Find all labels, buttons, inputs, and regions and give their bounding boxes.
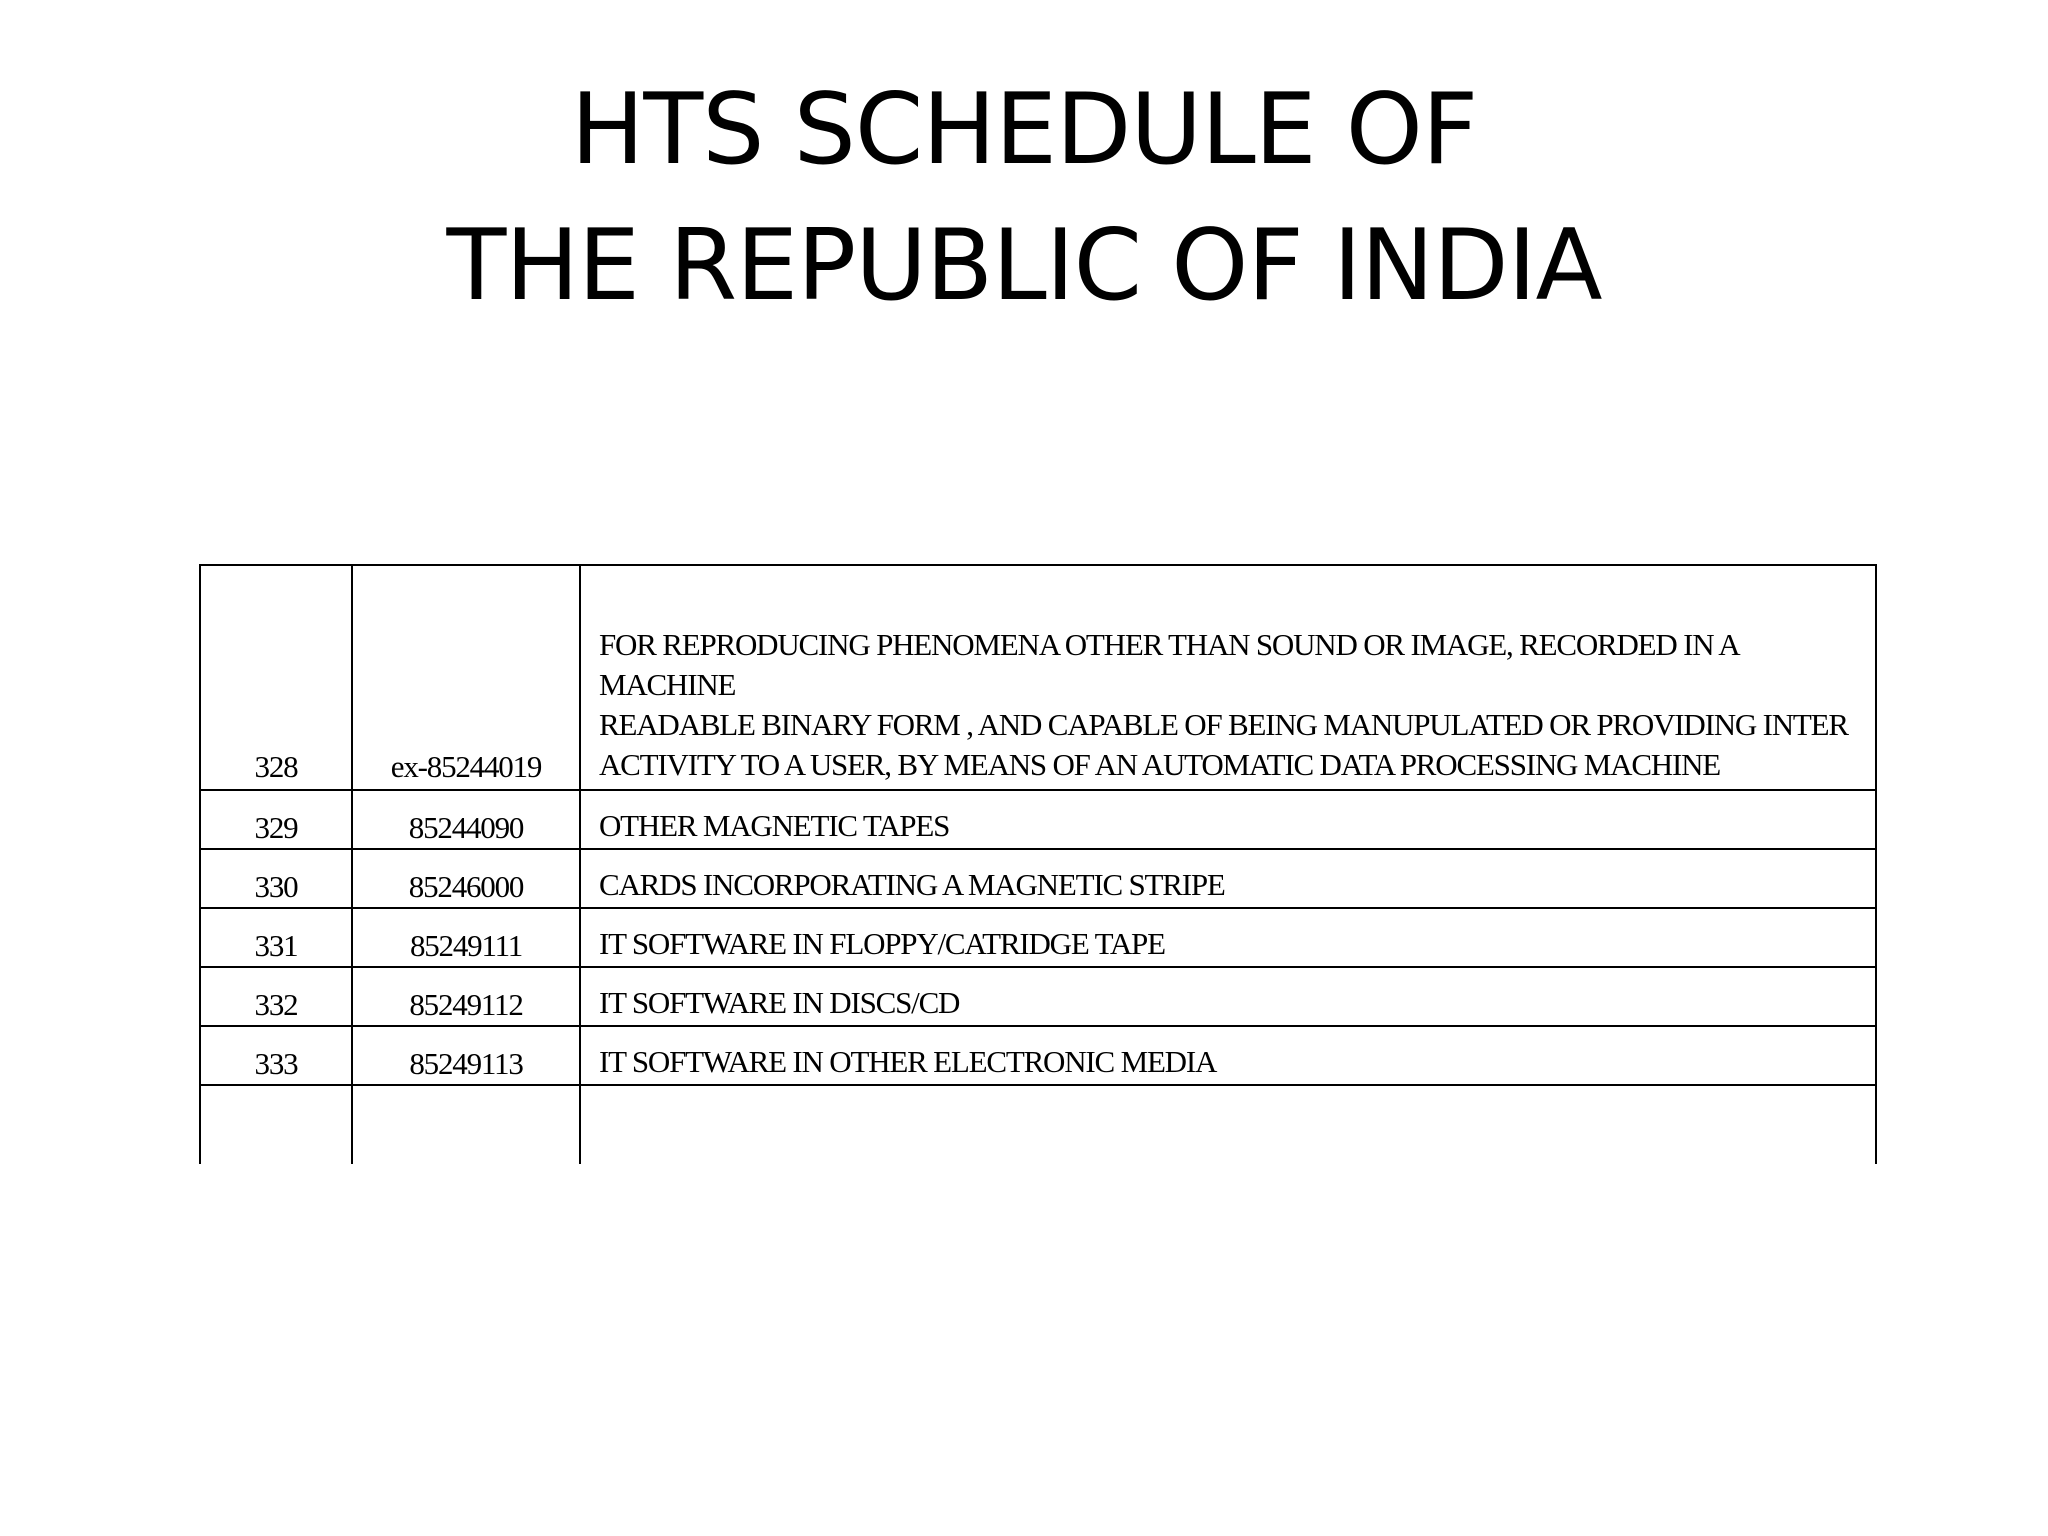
hts-table bbox=[199, 564, 1877, 1164]
hts-code-cell: 85249112 bbox=[352, 967, 580, 1026]
table-row bbox=[200, 849, 1876, 908]
serial-number-cell: 330 bbox=[200, 849, 352, 908]
hts-code-cell: 85244090 bbox=[352, 790, 580, 849]
hts-code-cell: ex-85244019 bbox=[352, 565, 580, 790]
description-cell bbox=[580, 565, 1876, 790]
table-row bbox=[200, 908, 1876, 967]
description-cell: CARDS INCORPORATING A MAGNETIC STRIPE bbox=[580, 849, 1876, 908]
empty-cell bbox=[352, 1085, 580, 1164]
description-cell: IT SOFTWARE IN DISCS/CD bbox=[580, 967, 1876, 1026]
empty-cell bbox=[580, 1085, 1876, 1164]
table-row bbox=[200, 967, 1876, 1026]
description-line: FOR REPRODUCING PHENOMENA OTHER THAN SOUND OR IMAGE, RECORDED IN A MACHINE bbox=[599, 627, 1738, 702]
serial-number-cell: 332 bbox=[200, 967, 352, 1026]
hts-table-container bbox=[199, 564, 1875, 1164]
description-cell: IT SOFTWARE IN OTHER ELECTRONIC MEDIA bbox=[580, 1026, 1876, 1085]
table-row bbox=[200, 565, 1876, 790]
serial-number-cell: 328 bbox=[200, 565, 352, 790]
description-line: READABLE BINARY FORM , AND CAPABLE OF BEING MANUPULATED OR PROVIDING INTER bbox=[599, 707, 1848, 742]
title-line-1: HTS SCHEDULE OF bbox=[570, 73, 1478, 187]
serial-number-cell: 333 bbox=[200, 1026, 352, 1085]
hts-code-cell: 85249111 bbox=[352, 908, 580, 967]
description-cell: IT SOFTWARE IN FLOPPY/CATRIDGE TAPE bbox=[580, 908, 1876, 967]
table-row-empty bbox=[200, 1085, 1876, 1164]
description-cell: OTHER MAGNETIC TAPES bbox=[580, 790, 1876, 849]
description-line: ACTIVITY TO A USER, BY MEANS OF AN AUTOMATIC DATA PROCESSING MACHINE bbox=[599, 747, 1721, 782]
table-row bbox=[200, 790, 1876, 849]
hts-code-cell: 85249113 bbox=[352, 1026, 580, 1085]
table-row bbox=[200, 1026, 1876, 1085]
serial-number-cell: 331 bbox=[200, 908, 352, 967]
empty-cell bbox=[200, 1085, 352, 1164]
slide-title bbox=[0, 62, 2048, 334]
title-line-2: THE REPUBLIC OF INDIA bbox=[446, 209, 1602, 323]
serial-number-cell: 329 bbox=[200, 790, 352, 849]
hts-code-cell: 85246000 bbox=[352, 849, 580, 908]
